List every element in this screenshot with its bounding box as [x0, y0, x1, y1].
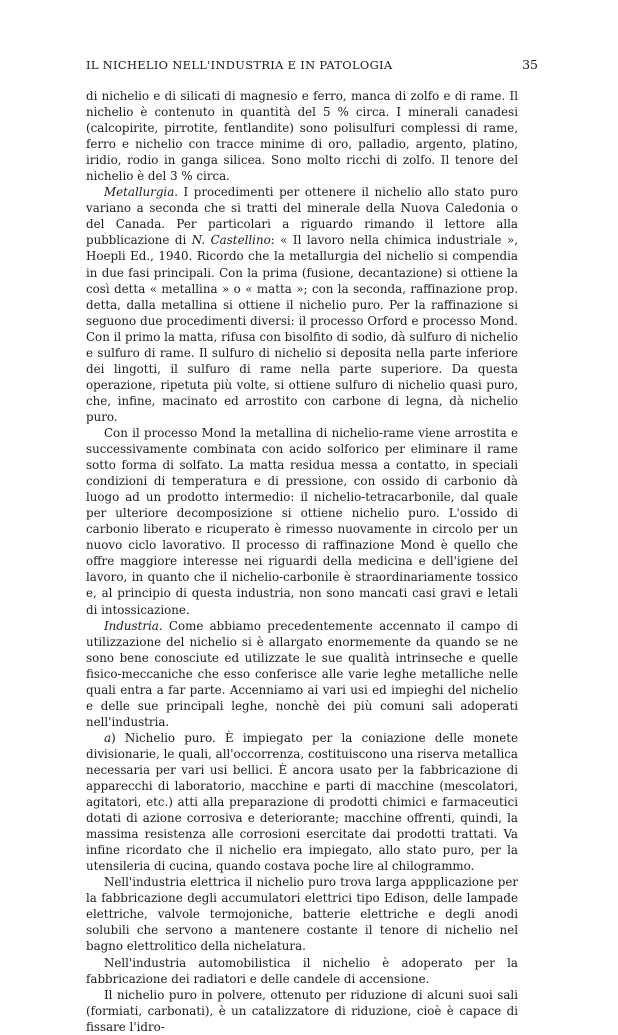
- text-run: Con il processo Mond la metallina di nichelio-rame viene arrostita e successivamente combinata con acido solforico per eliminare il rame sotto forma di solfato. La matta residua messa a contatto, in speciali condizioni di temperatura e di pressione, con ossido di carbonio dà luogo ad un prodotto intermedio: il nichelio-tetracarbonile, dal quale per ulteriore decomposizione si ottiene nichelio puro. L'ossido di carbonio liberato e ricuperato è rimesso nuovamente in circolo per un nuovo ciclo lavorativo. Il processo di raffinazione Mond è quello che offre maggiore interesse nei riguardi della medicina e dell'igiene del lavoro, in quanto che il nichelio-carbonile è straordinariamente tossico e, al principio di questa industria, non sono mancati casi gravi e letali di intossicazione.: [86, 425, 518, 617]
- italic-text-run: N. Castellino: [191, 233, 271, 248]
- paragraph: [86, 184, 518, 425]
- text-run: ) Nichelio puro. È impiegato per la coniazione delle monete divisionarie, le quali, all'occorrenza, costituiscono una riserva metallica necessaria per vari usi bellici. È ancora usato per la fabbricazione di apparecchi di laboratorio, macchine e parti di macchine (mescolatori, agitatori, etc.) atti alla preparazione di prodotti chimici e farmaceutici dotati di azione corrosiva e deteriorante; macchine offrenti, quindi, la massima resistenza alle corrosioni esercitate dai prodotti trattati. Va infine ricordato che il nichelio era impiegato, allo stato puro, per la utensileria di cucina, quando costava poche lire al chilogrammo.: [86, 730, 518, 874]
- paragraph: [86, 425, 518, 618]
- text-run: di nichelio e di silicati di magnesio e ferro, manca di zolfo e di rame. Il nichelio è contenuto in quantità del 5 % circa. I minerali canadesi (calcopirite, pirrotite, fentlandite) sono polisulfuri complessi di rame, ferro e nichelio con tracce minime di oro, palladio, argento, platino, iridio, rodio in ganga silicea. Sono molto ricchi di zolfo. Il tenore del nichelio è del 3 % circa.: [86, 89, 518, 184]
- paragraph: [86, 618, 518, 730]
- paragraph: [86, 874, 518, 954]
- italic-text-run: a: [104, 730, 112, 745]
- paragraph: [86, 987, 518, 1035]
- paragraph: [86, 730, 518, 874]
- italic-text-run: Metallurgia: [104, 185, 175, 200]
- text-run: . I procedimenti per ottenere il nichelio allo stato puro variano a seconda che si tratti del minerale della Nuova Caledonia o del Canada. Per particolari a riguardo rimando il lettore alla pubblicazione di: [86, 185, 518, 248]
- body-text: [86, 88, 518, 1035]
- paragraph: [86, 88, 518, 184]
- text-run: Nell'industria elettrica il nichelio puro trova larga appplicazione per la fabbricazione degli accumulatori elettrici tipo Edison, delle lampade elettriche, valvole termojoniche, batterie elettriche e degli anodi solubili che servono a mantenere costante il tenore di nichelio nel bagno elettrolitico della nichelatura.: [86, 875, 518, 954]
- running-header: [86, 57, 538, 77]
- text-run: : « Il lavoro nella chimica industriale », Hoepli Ed., 1940. Ricordo che la metallurgia del nichelio si compendia in due fasi principali. Con la prima (fusione, decantazione) si ottiene la così detta « metallina » o « matta »; con la seconda, raffinazione prop. detta, dalla metallina si ottiene il nichelio puro. Per la raffinazione si seguono due procedimenti diversi: il processo Orford e processo Mond. Con il primo la matta, rifusa con bisolfito di sodio, dà sulfuro di nichelio e sulfuro di rame. Il sulfuro di nichelio si deposita nella parte inferiore dei lingotti, il sulfuro di rame nella parte superiore. Da questa operazione, ripetuta più volte, si ottiene sulfuro di nichelio quasi puro, che, infine, macinato ed arrostito con carbone di legna, dà nichelio puro.: [86, 233, 518, 424]
- italic-text-run: Industria: [104, 618, 159, 633]
- running-title: IL NICHELIO NELL'INDUSTRIA E IN PATOLOGIA: [86, 58, 393, 72]
- text-run: Il nichelio puro in polvere, ottenuto per riduzione di alcuni suoi sali (formiati, carbonati), è un catalizzatore di riduzione, cioè è capace di fissare l'idro-: [86, 987, 518, 1034]
- text-run: . Come abbiamo precedentemente accennato il campo di utilizzazione del nichelio si è allargato enormemente da quando se ne sono bene conosciute ed utilizzate le sue qualità intrinseche e quelle fisico-meccaniche che esso conferisce alle varie leghe metalliche nelle quali entra a far parte. Accenniamo ai vari usi ed impieghi del nichelio e delle sue principali leghe, nonchè dei più comuni sali adoperati nell'industria.: [86, 618, 518, 729]
- paragraph: [86, 955, 518, 987]
- page-number: 35: [522, 57, 538, 72]
- text-run: Nell'industria automobilistica il nichelio è adoperato per la fabbricazione dei radiatori e delle candele di accensione.: [86, 955, 518, 986]
